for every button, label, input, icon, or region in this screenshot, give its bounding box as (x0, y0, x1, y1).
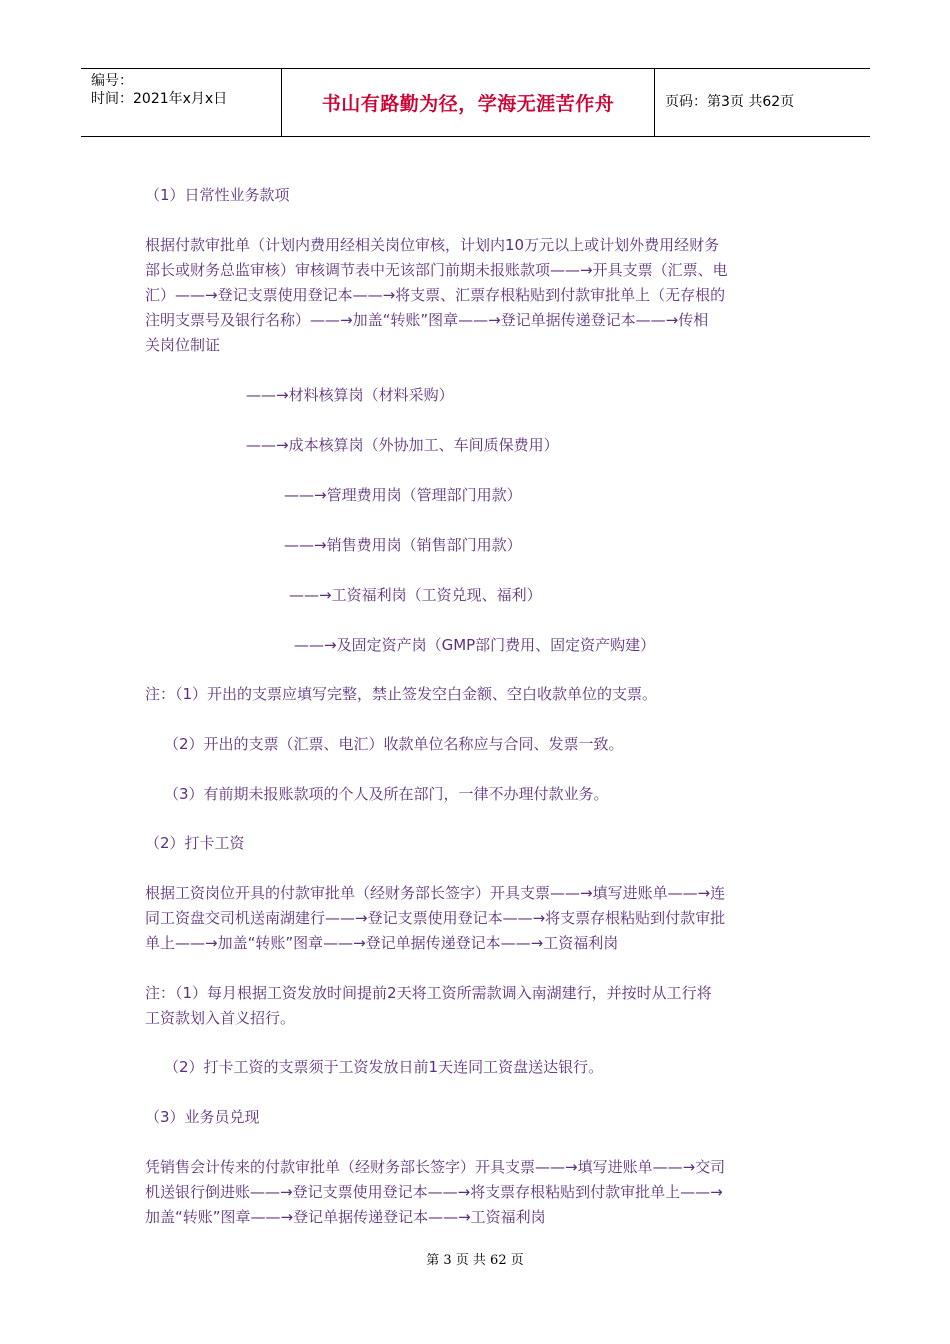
section-2-line-3: 单上——→加盖“转账”图章——→登记单据传递登记本——→工资福利岗 (145, 934, 619, 952)
note-1-item-1: 注：（1）开出的支票应填写完整，禁止签发空白金额、空白收款单位的支票。 (145, 685, 658, 703)
header-motto: 书山有路勤为径，学海无涯苦作舟 (321, 93, 615, 115)
page-footer: 第 3 页 共 62 页 (426, 1253, 524, 1268)
section-3-title: （3）业务员兑现 (145, 1108, 260, 1126)
section-3-line-2: 机送银行倒进账——→登记支票使用登记本——→将支票存根粘贴到付款审批单上——→ (145, 1183, 723, 1201)
note-2-item-2: （2）打卡工资的支票须于工资发放日前1天连同工资盘送达银行。 (164, 1058, 604, 1076)
document-number-label: 编号： (91, 73, 133, 89)
branch-management-expense: ——→管理费用岗（管理部门用款） (284, 486, 522, 504)
section-1-line-4: 注明支票号及银行名称）——→加盖“转账”图章——→登记单据传递登记本——→传相 (145, 311, 709, 329)
section-1-line-2: 部长或财务总监审核）审核调节表中无该部门前期未报账款项——→开具支票（汇票、电 (145, 261, 728, 279)
branch-material-accounting: ——→材料核算岗（材料采购） (246, 386, 454, 404)
header-motto-cell (281, 69, 655, 136)
branch-payroll-welfare: ——→工资福利岗（工资兑现、福利） (289, 586, 542, 604)
header-page-number: 页码：第3页 共62页 (665, 94, 795, 110)
section-1-title: （1）日常性业务款项 (145, 186, 290, 204)
branch-fixed-assets: ——→及固定资产岗（GMP部门费用、固定资产购建） (294, 636, 656, 654)
section-1-line-3: 汇）——→登记支票使用登记本——→将支票、汇票存根粘贴到付款审批单上（无存根的 (145, 286, 726, 304)
section-3-line-1: 凭销售会计传来的付款审批单（经财务部长签字）开具支票——→填写进账单——→交司 (145, 1158, 726, 1176)
section-3-line-3: 加盖“转账”图章——→登记单据传递登记本——→工资福利岗 (145, 1208, 546, 1226)
header-page-cell (655, 69, 870, 136)
branch-cost-accounting: ——→成本核算岗（外协加工、车间质保费用） (246, 436, 559, 454)
branch-sales-expense: ——→销售费用岗（销售部门用款） (284, 536, 522, 554)
header-info-cell (81, 69, 280, 136)
section-1-line-1: 根据付款审批单（计划内费用经相关岗位审核，计划内10万元以上或计划外费用经财务 (145, 236, 720, 254)
section-2-line-1: 根据工资岗位开具的付款审批单（经财务部长签字）开具支票——→填写进账单——→连 (145, 884, 726, 902)
note-2-item-1-line-2: 工资款划入首义招行。 (145, 1009, 296, 1027)
page-header (81, 68, 870, 137)
note-1-item-2: （2）开出的支票（汇票、电汇）收款单位名称应与合同、发票一致。 (164, 735, 624, 753)
note-2-item-1-line-1: 注：（1）每月根据工资发放时间提前2天将工资所需款调入南湖建行，并按时从工行将 (145, 984, 712, 1002)
section-2-line-2: 同工资盘交司机送南湖建行——→登记支票使用登记本——→将支票存根粘贴到付款审批 (145, 909, 726, 927)
note-1-item-3: （3）有前期未报账款项的个人及所在部门，一律不办理付款业务。 (164, 785, 609, 803)
section-2-title: （2）打卡工资 (145, 834, 245, 852)
document-date-label: 时间：2021年x月x日 (91, 91, 228, 107)
section-1-line-5: 关岗位制证 (145, 336, 221, 354)
